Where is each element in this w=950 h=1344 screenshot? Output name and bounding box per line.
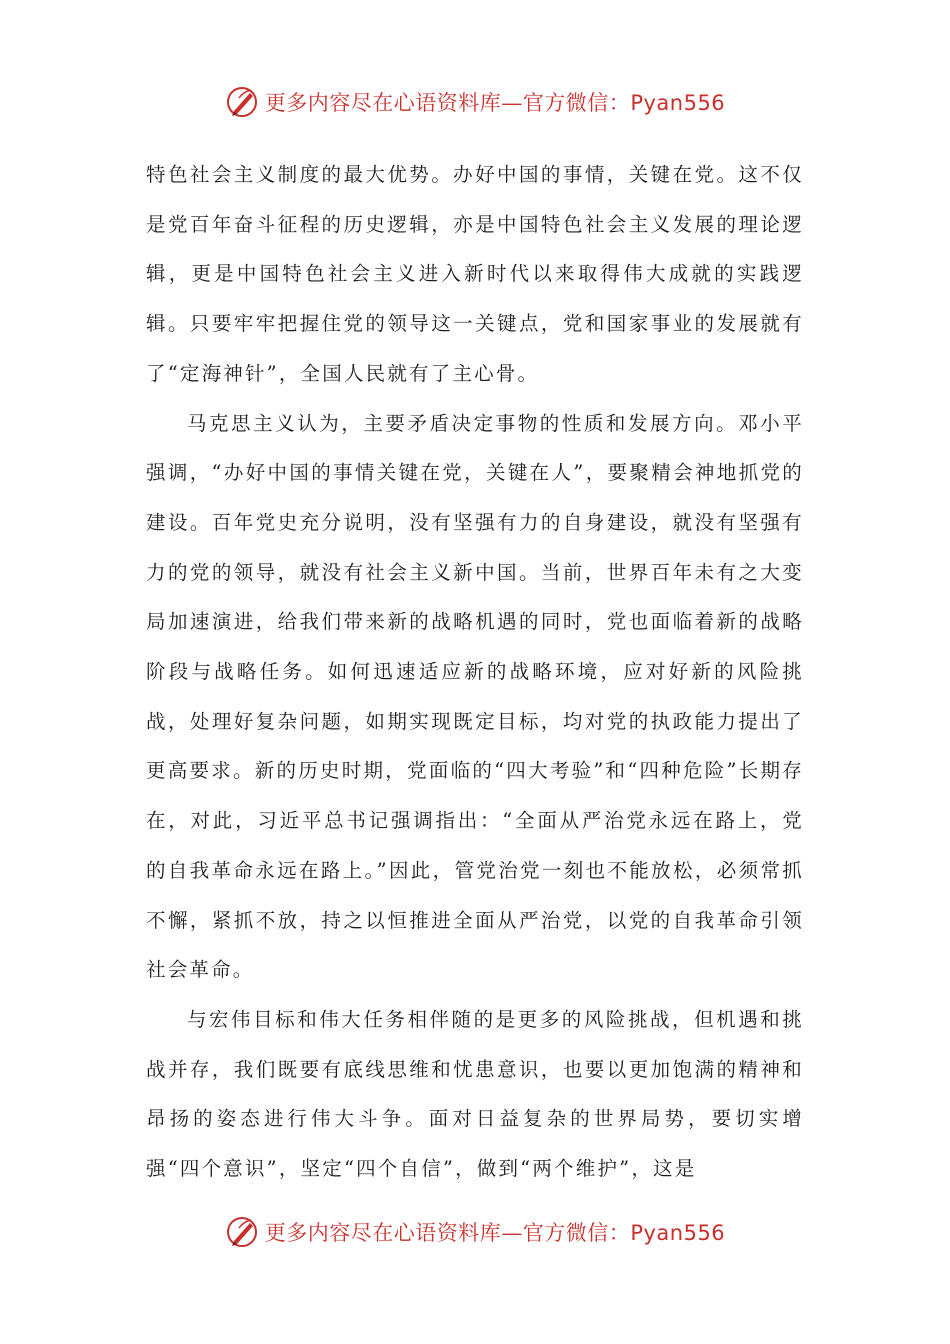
pen-logo-icon <box>225 84 261 120</box>
paragraph-3: 与宏伟目标和伟大任务相伴随的是更多的风险挑战，但机遇和挑战并存，我们既要有底线思维和忧患意识，也要以更加饱满的精神和昂扬的姿态进行伟大斗争。面对日益复杂的世界局势，要切实增强“四个意识”，坚定“四个自信”，做到“两个维护”，这是 <box>146 1007 804 1181</box>
footer-banner-text <box>265 1217 725 1247</box>
document-body <box>146 150 804 1194</box>
site-promo-text: 更多内容尽在心语资料库 <box>264 1221 502 1245</box>
wechat-label: 官方微信： <box>522 1221 631 1245</box>
paragraph-2: 马克思主义认为，主要矛盾决定事物的性质和发展方向。邓小平强调，“办好中国的事情关键在党，关键在人”，要聚精会神地抓党的建设。百年党史充分说明，没有坚强有力的自身建设，就没有坚强有力的党的领导，就没有社会主义新中国。当前，世界百年未有之大变局加速演进，给我们带来新的战略机遇的同时，党也面临着新的战略阶段与战略任务。如何迅速适应新的战略环境，应对好新的风险挑战，处理好复杂问题，如期实现既定目标，均对党的执政能力提出了更高要求。新的历史时期，党面临的“四大考验”和“四种危险”长期存在，对此，习近平总书记强调指出：“全面从严治党永远在路上，党的自我革命永远在路上。”因此，管党治党一刻也不能放松，必须常抓不懈，紧抓不放，持之以恒推进全面从严治党，以党的自我革命引领社会革命。 <box>146 411 804 982</box>
header-banner <box>0 82 950 122</box>
header-banner-text <box>265 87 725 117</box>
site-promo-text: 更多内容尽在心语资料库 <box>264 91 502 115</box>
separator: — <box>501 91 523 115</box>
footer-banner <box>0 1212 950 1252</box>
separator: — <box>501 1221 523 1245</box>
wechat-id: Pyan556 <box>630 1221 726 1245</box>
wechat-id: Pyan556 <box>630 91 726 115</box>
paragraph-1: 特色社会主义制度的最大优势。办好中国的事情，关键在党。这不仅是党百年奋斗征程的历史逻辑，亦是中国特色社会主义发展的理论逻辑，更是中国特色社会主义进入新时代以来取得伟大成就的实践逻辑。只要牢牢把握住党的领导这一关键点，党和国家事业的发展就有了“定海神针”，全国人民就有了主心骨。 <box>146 163 804 385</box>
wechat-label: 官方微信： <box>522 91 631 115</box>
pen-logo-icon <box>225 1214 261 1250</box>
